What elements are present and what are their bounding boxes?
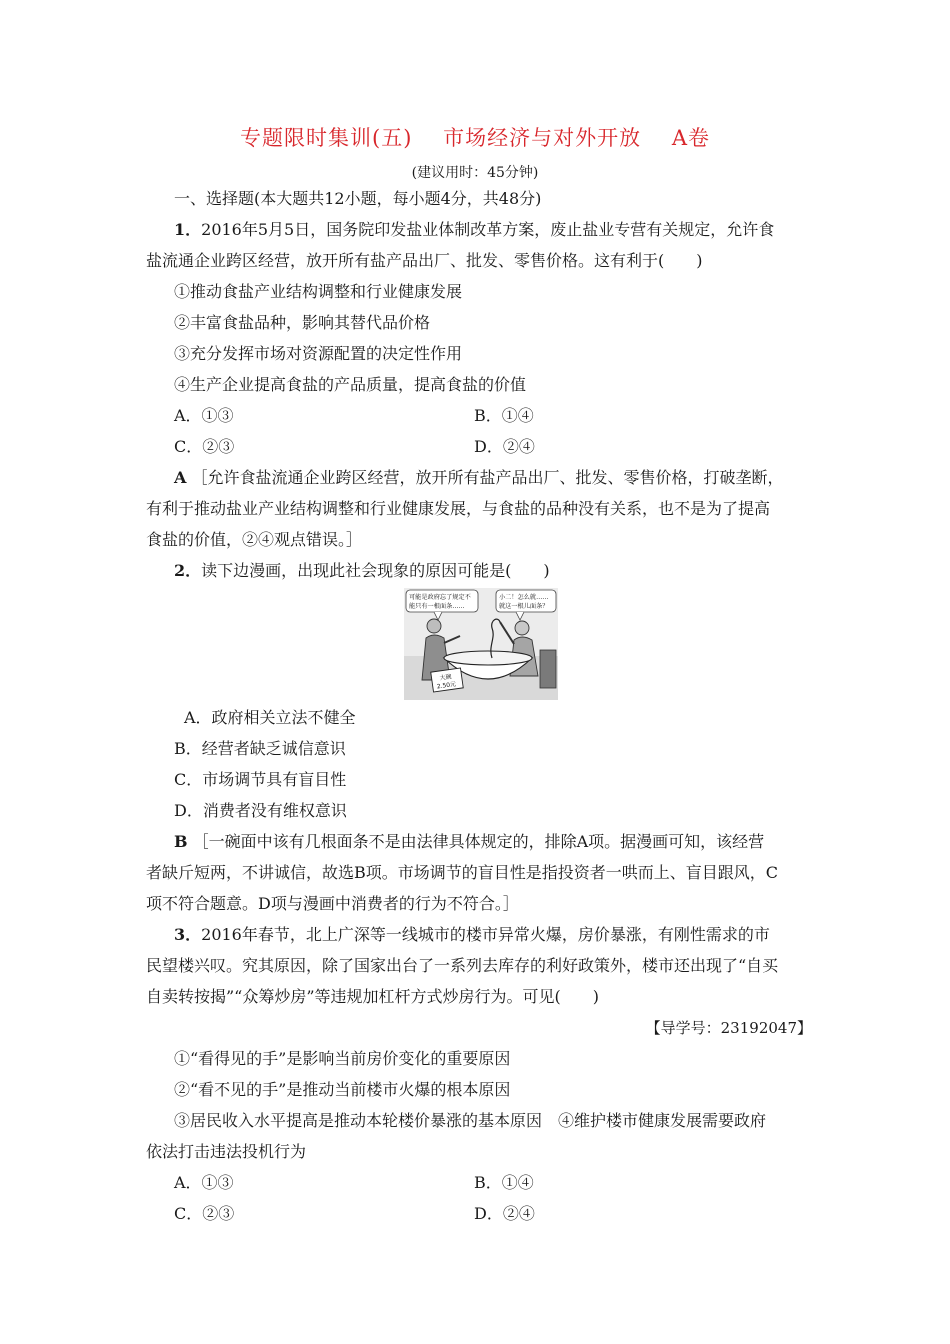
q2-answer-line2: 者缺斤短两，不讲诚信，故选B项。市场调节的盲目性是指投资者一哄而上、盲目跟风，C [146, 863, 779, 882]
q3-option-d: D．②④ [474, 1204, 535, 1223]
q3-item-3-4-line1: ③居民收入水平提高是推动本轮楼价暴涨的基本原因 ④维护楼市健康发展需要政府 [174, 1111, 767, 1130]
q3-item-3-4-line2: 依法打击违法投机行为 [146, 1142, 307, 1161]
page-title [0, 122, 950, 152]
bubble-right-text-1: 小二！怎么就…… [499, 594, 549, 601]
title-topic: 市场经济与对外开放 [443, 126, 642, 150]
price-sign [431, 668, 463, 692]
q2-option-b: B．经营者缺乏诚信意识 [174, 739, 346, 758]
suggested-time: (建议用时：45分钟) [411, 165, 539, 181]
price-sign-label: 大碗 [439, 673, 453, 682]
q3-option-a: A．①③ [174, 1173, 234, 1192]
q1-option-c: C．②③ [174, 437, 235, 456]
q3-stem-line3: 自卖转按揭”“众筹炒房”等违规加杠杆方式炒房行为。可见( ) [146, 987, 600, 1006]
q1-item-1: ①推动食盐产业结构调整和行业健康发展 [174, 282, 463, 301]
q2-option-d: D．消费者没有维权意识 [174, 801, 347, 820]
q2-stem: 2．读下边漫画，出现此社会现象的原因可能是( ) [174, 561, 550, 580]
q2-answer-line3: 项不符合题意。D项与漫画中消费者的行为不符合。］ [146, 894, 519, 913]
q1-item-4: ④生产企业提高食盐的产品质量，提高食盐的价值 [174, 375, 527, 394]
q1-answer-line2: 有利于推动盐业产业结构调整和行业健康发展，与食盐的品种没有关系，也不是为了提高 [146, 499, 771, 518]
q3-stem-line2: 民望楼兴叹。究其原因，除了国家出台了一系列去库存的利好政策外，楼市还出现了“自买 [146, 956, 779, 975]
section-heading: 一、选择题(本大题共12小题，每小题4分，共48分) [174, 189, 542, 208]
q2-answer-letter: B [174, 832, 188, 851]
q1-item-2: ②丰富食盐品种，影响其替代品价格 [174, 313, 431, 332]
title-volume: A卷 [671, 126, 710, 150]
q1-item-3: ③充分发挥市场对资源配置的决定性作用 [174, 344, 463, 363]
q3-stem-line1: 3．2016年春节，北上广深等一线城市的楼市异常火爆，房价暴涨，有刚性需求的市 [174, 925, 770, 944]
q1-option-a: A．①③ [174, 406, 234, 425]
q1-answer-letter: A [174, 468, 187, 487]
guide-reference-number: 【导学号：23192047】 [645, 1019, 812, 1037]
q2-option-a: A．政府相关立法不健全 [184, 708, 356, 727]
q3-item-1: ①“看得见的手”是影响当前房价变化的重要原因 [174, 1049, 511, 1068]
q1-stem-line1: 1．2016年5月5日，国务院印发盐业体制改革方案，废止盐业专营有关规定，允许食 [174, 220, 775, 239]
q2-number: 2． [174, 561, 202, 580]
q1-answer-line1: A ［允许食盐流通企业跨区经营，放开所有盐产品出厂、批发、零售价格，打破垄断， [174, 468, 784, 487]
q1-option-d: D．②④ [474, 437, 535, 456]
q2-answer-line1: B ［一碗面中该有几根面条不是由法律具体规定的，排除A项。据漫画可知，该经营 [174, 832, 765, 851]
q3-option-c: C．②③ [174, 1204, 235, 1223]
q3-option-b: B．①④ [474, 1173, 534, 1192]
noodle-cartoon [404, 588, 558, 700]
q1-number: 1． [174, 220, 202, 239]
price-sign-price: 2.50元 [436, 680, 457, 691]
q2-option-c: C．市场调节具有盲目性 [174, 770, 347, 789]
q1-stem-line2: 盐流通企业跨区经营，放开所有盐产品出厂、批发、零售价格。这有利于( ) [146, 251, 703, 270]
q1-answer-line3: 食盐的价值，②④观点错误。］ [146, 530, 363, 549]
q3-number: 3． [174, 925, 202, 944]
bubble-left-text-1: 可能是政府忘了规定不 [409, 594, 471, 601]
bubble-right-text-2: 就这一根儿面条？ [499, 603, 549, 610]
title-series: 专题限时集训(五) [240, 126, 413, 150]
bubble-left-text-2: 能只有一根面条…… [409, 603, 465, 610]
q3-item-2: ②“看不见的手”是推动当前楼市火爆的根本原因 [174, 1080, 511, 1099]
q1-option-b: B．①④ [474, 406, 534, 425]
